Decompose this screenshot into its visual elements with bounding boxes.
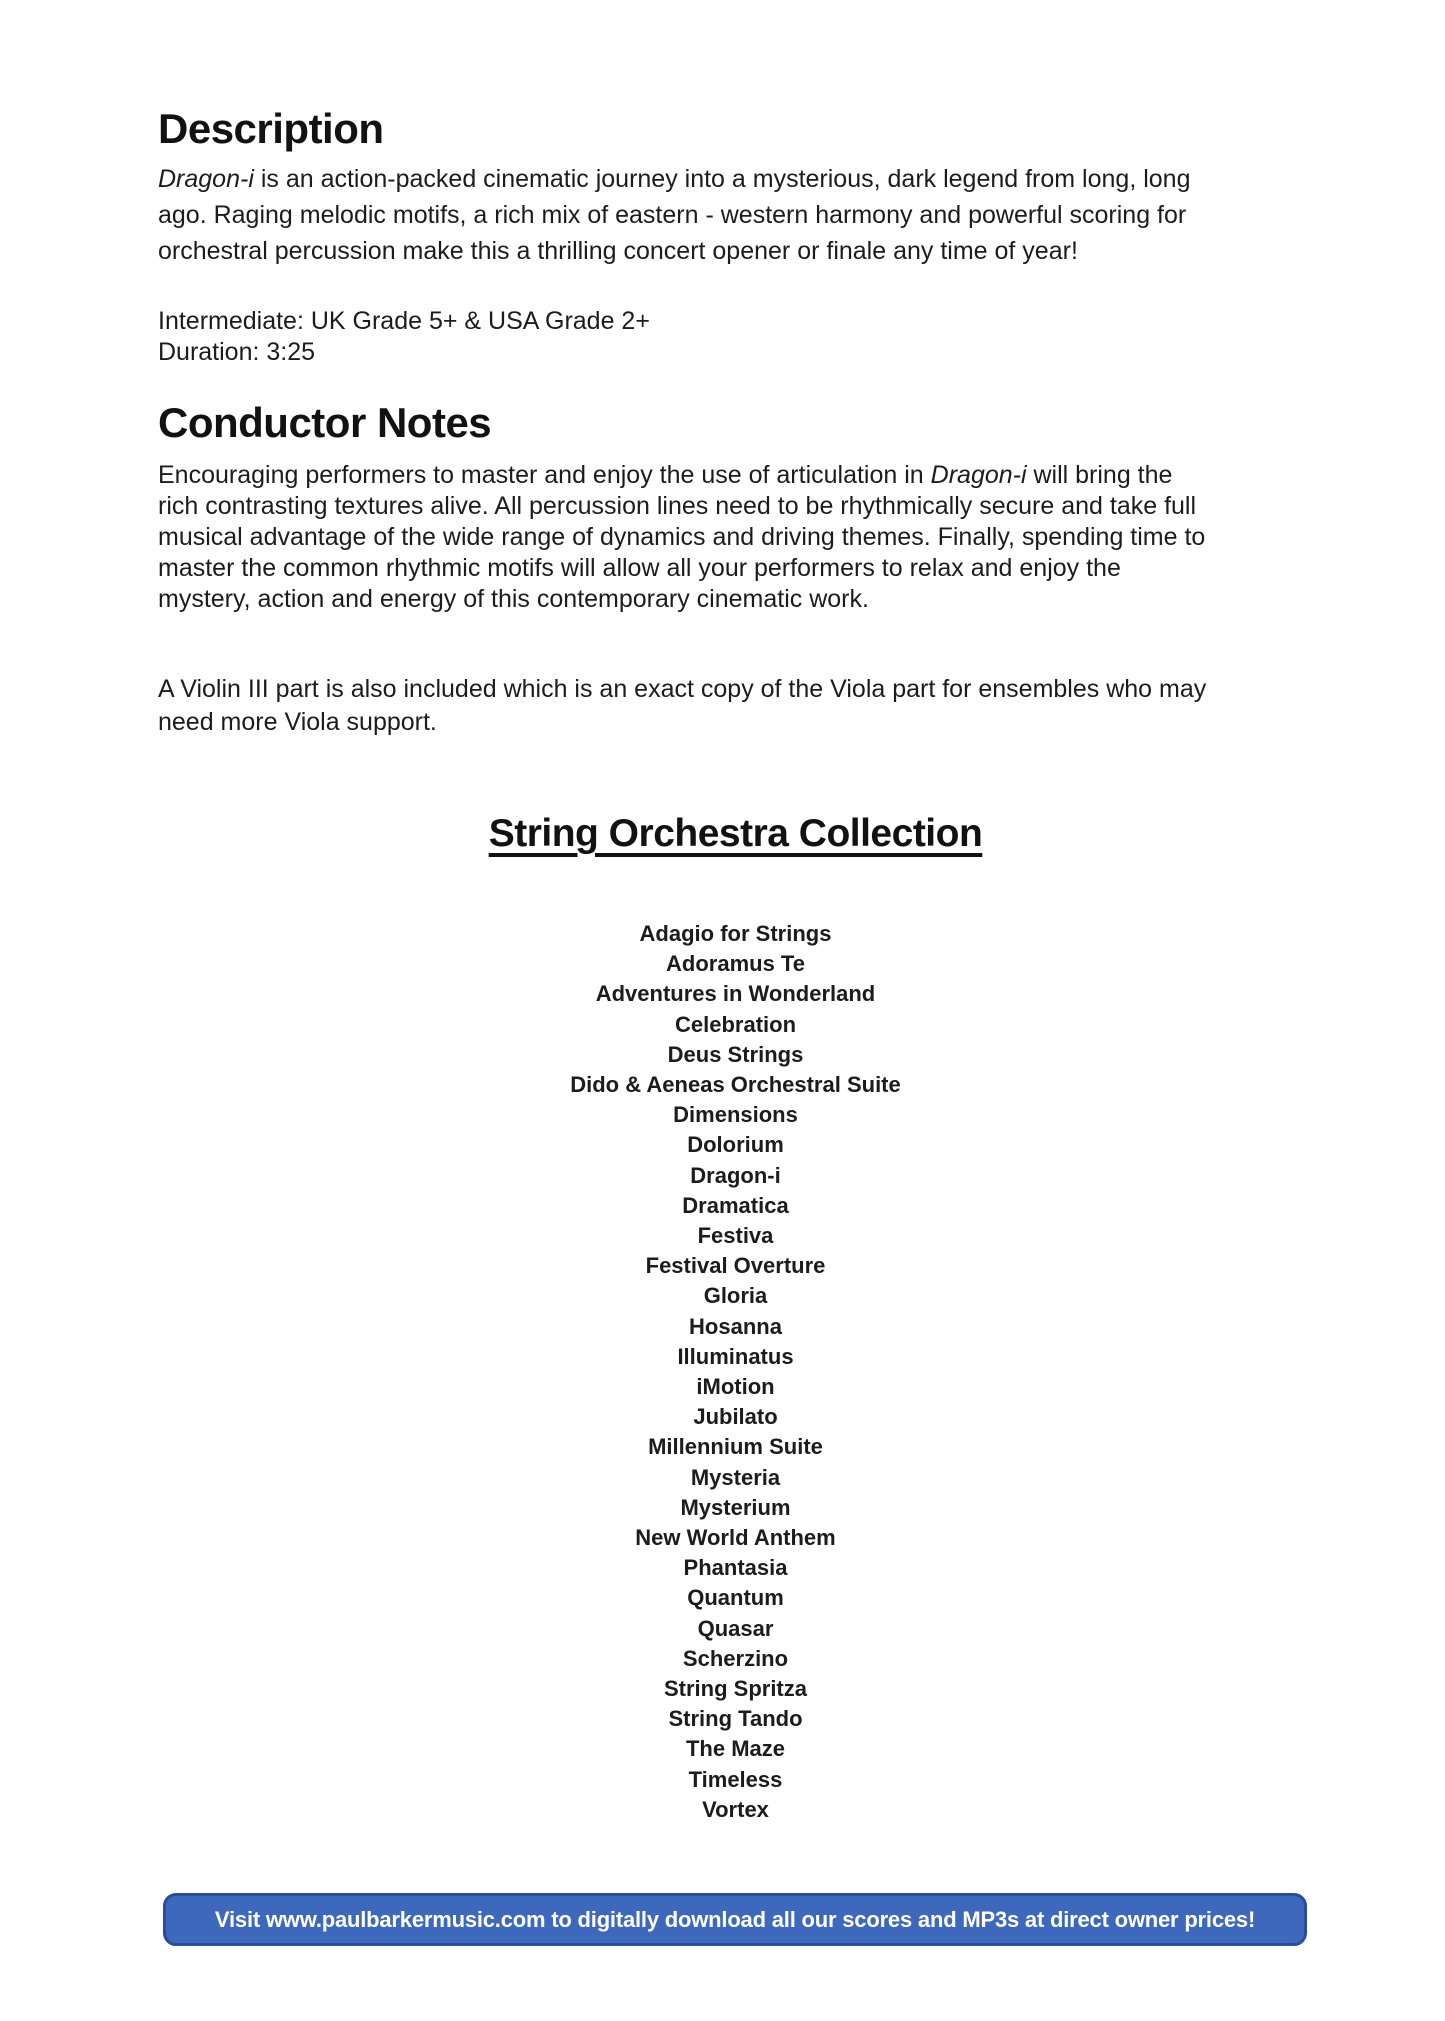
text-segment: A Violin III part is also included which is an exact copy of the Viola part for ensembles who may — [158, 675, 1207, 703]
text-segment: will bring the — [1026, 461, 1173, 489]
collection-item: Scherzino — [682, 1645, 789, 1671]
text-line — [158, 584, 1205, 615]
collection-item: Dido & Aeneas Orchestral Suite — [570, 1072, 901, 1098]
text-segment: musical advantage of the wide range of dynamics and driving themes. Finally, spending time to — [158, 523, 1206, 551]
collection-list — [158, 919, 1313, 1825]
collection-item: Timeless — [688, 1766, 783, 1792]
collection-item: String Tando — [668, 1706, 803, 1732]
collection-item: Adoramus Te — [666, 951, 805, 977]
italic-text-segment: Dragon-i — [930, 461, 1027, 489]
text-line — [158, 233, 1190, 269]
text-segment: need more Viola support. — [158, 708, 437, 736]
collection-item: Mysteria — [690, 1464, 781, 1490]
collection-item: Adventures in Wonderland — [595, 981, 876, 1007]
collection-item: Festiva — [697, 1223, 774, 1249]
text-line — [158, 460, 1205, 491]
text-line — [158, 522, 1205, 553]
text-segment: mystery, action and energy of this contemporary cinematic work. — [158, 585, 869, 613]
collection-item: Hosanna — [689, 1313, 782, 1339]
collection-item: Jubilato — [693, 1404, 778, 1430]
description-heading: Description — [158, 105, 384, 152]
italic-text-segment: Dragon-i — [158, 165, 254, 193]
collection-item: Phantasia — [683, 1555, 788, 1581]
collection-item: Vortex — [702, 1796, 769, 1822]
collection-item: Festival Overture — [645, 1253, 826, 1279]
collection-item: Celebration — [674, 1011, 797, 1037]
collection-item: Dimensions — [673, 1102, 798, 1128]
conductor-notes-paragraph — [158, 460, 1205, 615]
text-segment: Encouraging performers to master and enjoy the use of articulation in — [158, 461, 931, 489]
collection-item: Gloria — [703, 1283, 768, 1309]
collection-item: Dragon-i — [690, 1162, 781, 1188]
collection-item: New World Anthem — [635, 1525, 836, 1551]
promo-banner-text: Visit www.paulbarkermusic.com to digitally download all our scores and MP3s at direct owner prices! — [214, 1906, 1256, 1932]
collection-item: Mysterium — [680, 1494, 791, 1520]
collection-heading: String Orchestra Collection — [488, 812, 983, 855]
collection-item: String Spritza — [663, 1676, 807, 1702]
collection-item: Dramatica — [682, 1192, 789, 1218]
text-segment: ago. Raging melodic motifs, a rich mix of eastern - western harmony and powerful scoring for — [158, 201, 1187, 229]
collection-item: Adagio for Strings — [639, 921, 832, 946]
description-paragraph — [158, 161, 1190, 269]
collection-item: Quantum — [687, 1585, 784, 1611]
text-line — [158, 553, 1205, 584]
text-line — [158, 197, 1190, 233]
violin-note-paragraph — [158, 673, 1206, 739]
conductor-notes-heading: Conductor Notes — [158, 399, 492, 446]
text-line — [158, 673, 1206, 706]
collection-item: Dolorium — [687, 1132, 784, 1158]
collection-item: Illuminatus — [677, 1343, 794, 1369]
text-segment: orchestral percussion make this a thrilling concert opener or finale any time of year! — [158, 237, 1078, 265]
text-line — [158, 491, 1205, 522]
collection-item: Deus Strings — [667, 1041, 804, 1067]
collection-item: The Maze — [685, 1736, 786, 1762]
duration-text: Duration: 3:25 — [158, 338, 316, 366]
text-segment: rich contrasting textures alive. All percussion lines need to be rhythmically secure and take full — [158, 492, 1197, 520]
promo-banner[interactable] — [163, 1893, 1307, 1946]
text-line — [158, 161, 1190, 197]
collection-item: Millennium Suite — [648, 1434, 823, 1460]
collection-item: Quasar — [697, 1615, 774, 1641]
grade-duration-block — [158, 306, 650, 368]
text-line — [158, 706, 1206, 739]
text-segment: is an action-packed cinematic journey into a mysterious, dark legend from long, long — [253, 165, 1191, 193]
collection-item: iMotion — [696, 1374, 775, 1400]
grade-level-text: Intermediate: UK Grade 5+ & USA Grade 2+ — [158, 307, 650, 335]
text-segment: master the common rhythmic motifs will allow all your performers to relax and enjoy the — [158, 554, 1121, 582]
